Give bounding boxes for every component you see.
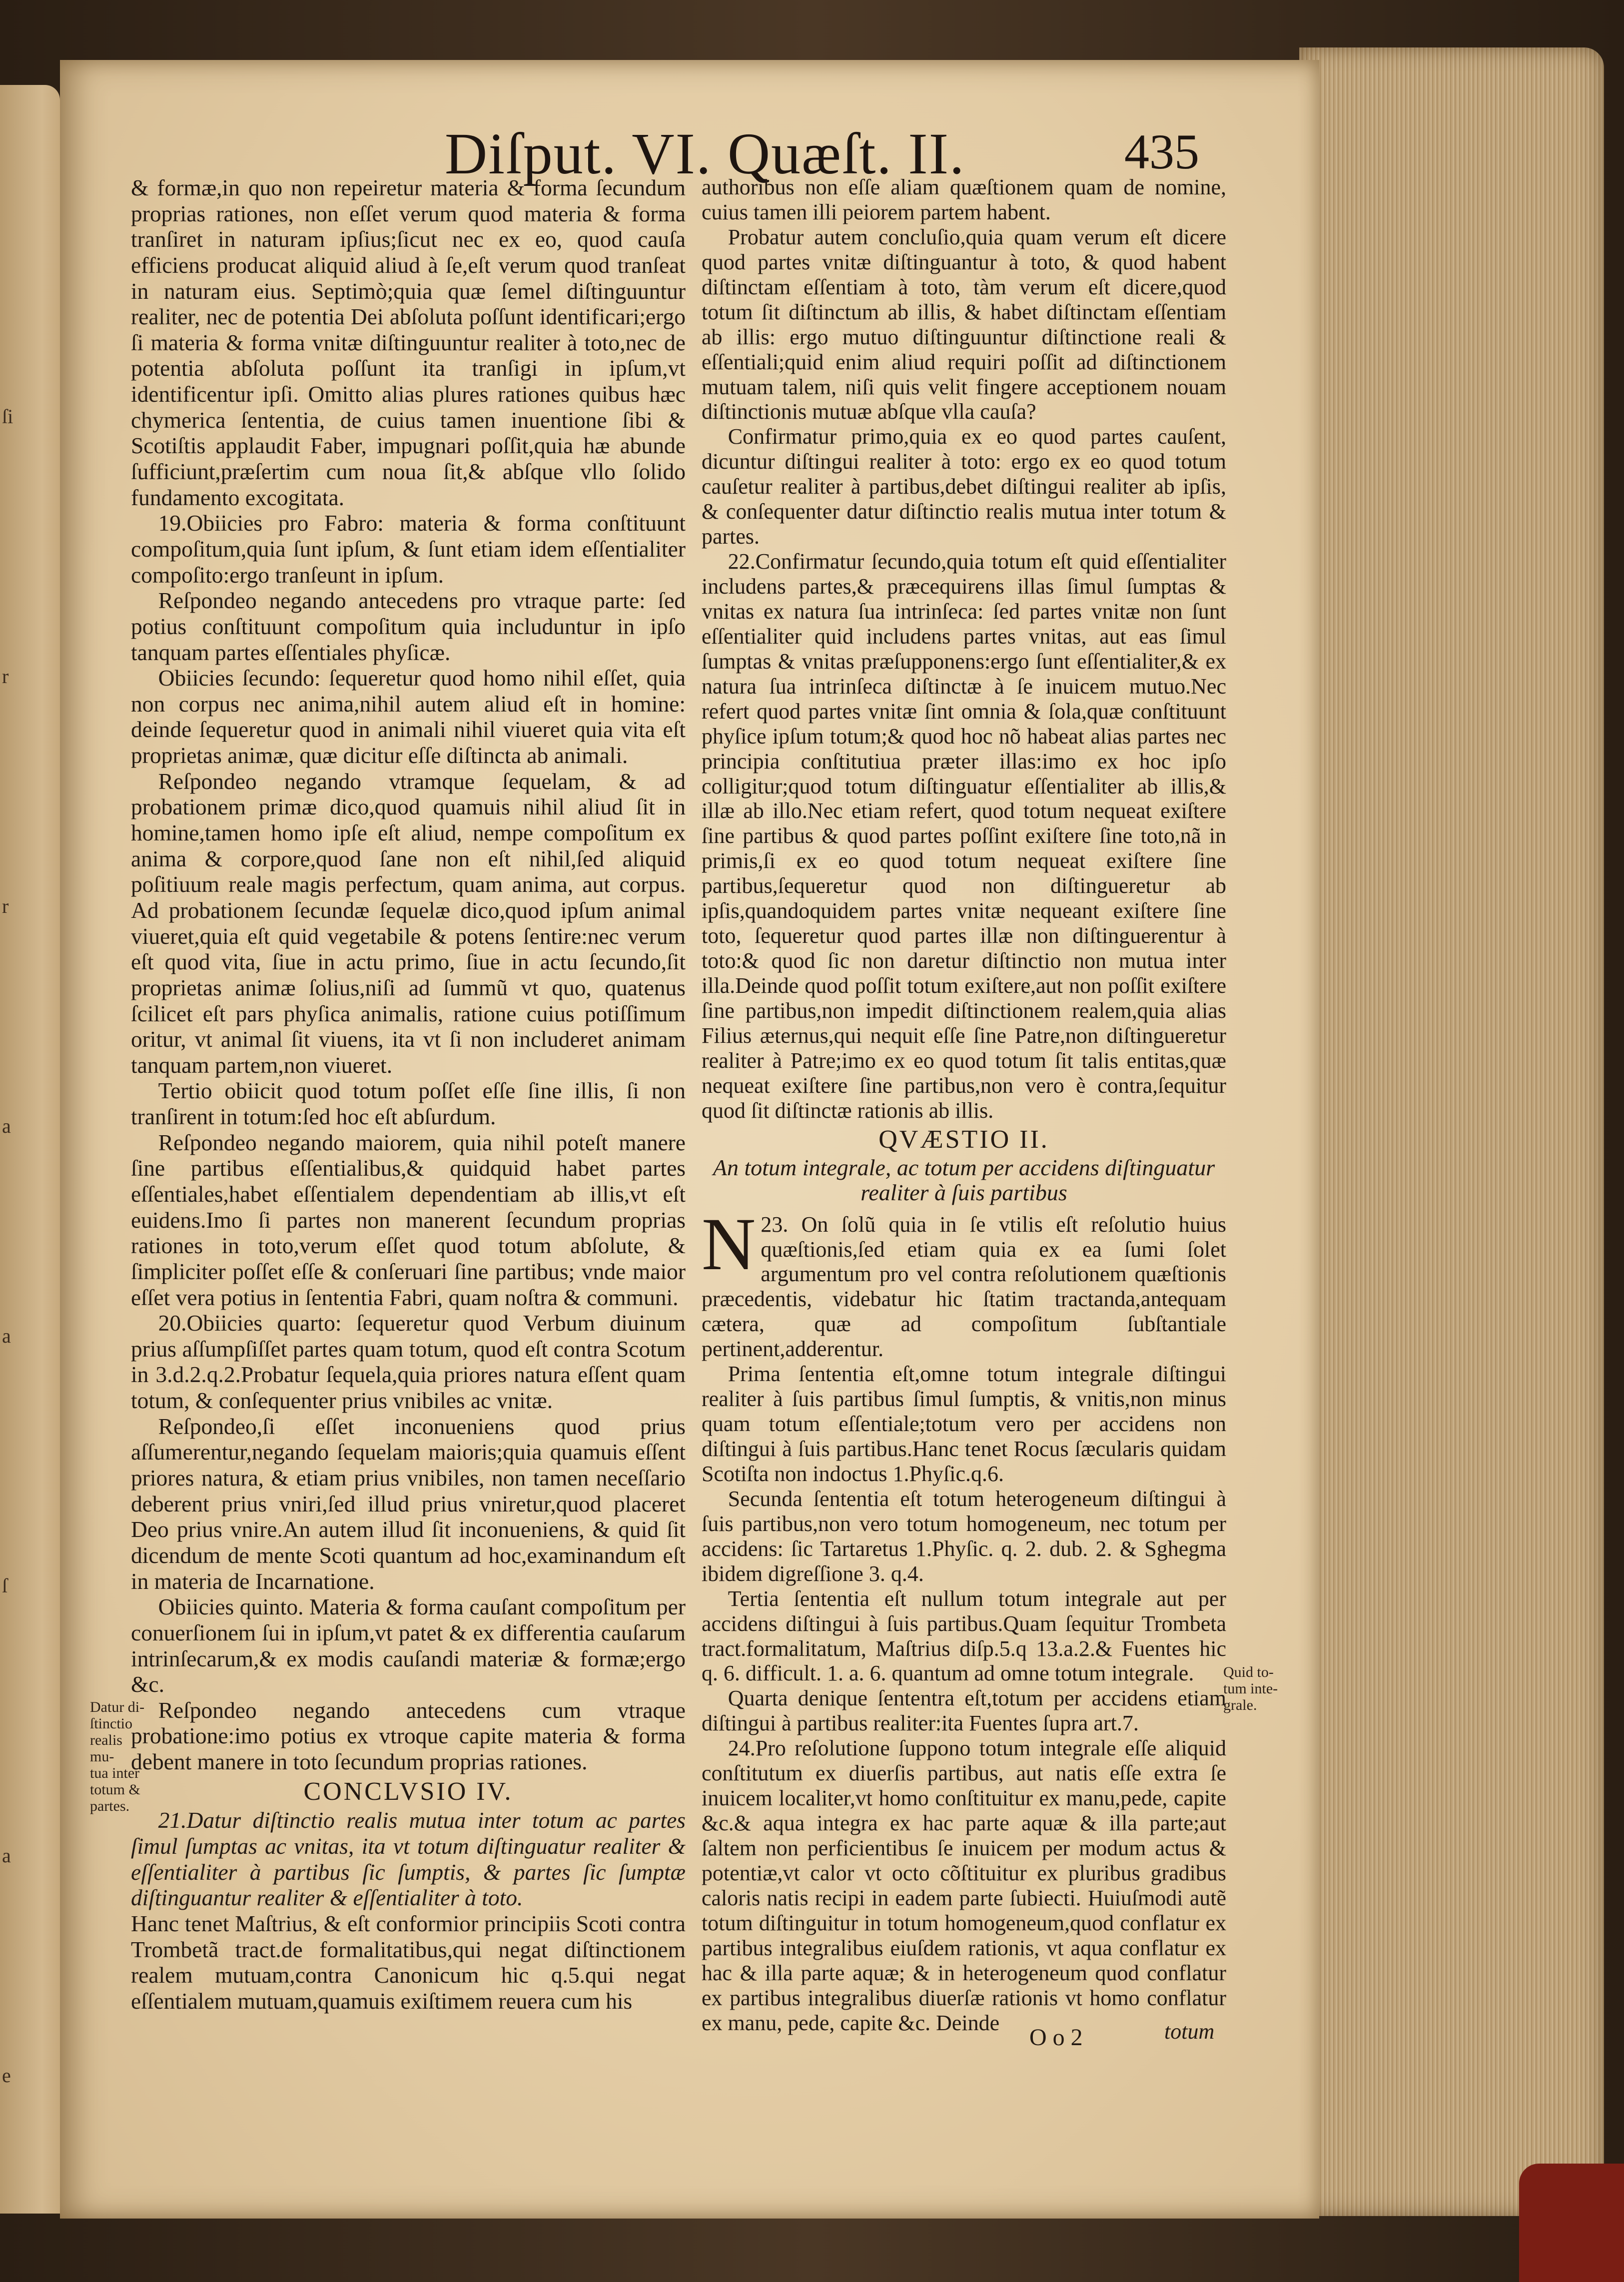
paragraph: 19.Obiicies pro Fabro: materia & forma conſtituunt compoſitum,quia ſunt ipſum, & ſunt etiam idem eſſentialiter compoſito:ergo tranſeunt in ipſum. [131, 510, 686, 588]
paragraph: Hanc tenet Maſtrius, & eſt conformior principiis Scoti contra Trombetã tract.de formalitatibus,qui negat diſtinctionem realem mutuam,contra Canonicum hic q.5.qui negat eſſentialem mutuam,quamuis exiſtimem reuera cum his [131, 1910, 686, 2014]
margin-note-line: partes. [90, 1798, 130, 1814]
paragraph: Reſpondeo negando maiorem, quia nihil poteſt manere ſine partibus eſſentialibus,& quidquid habet partes eſſentiales,habet eſſentialem dependentiam ab illis,vt eſt euidens.Imo ſi partes non manerent ſecundum proprias rationes in toto,verum eſſet quod totum abſolute, & ſimpliciter poſſet eſſe & conſeruari ſine partibus; vnde maior eſſet vera potius in ſententia Fabri, quam noſtra & communi. [131, 1129, 686, 1310]
margin-note-line: realis mu- [90, 1732, 122, 1765]
book-fore-edge [1299, 47, 1604, 2216]
margin-note-line: totum & [90, 1781, 140, 1798]
paragraph: Reſpondeo negando antecedens cum vtraque probatione:imo potius ex vtroque capite materia & forma debent manere in toto ſecundum proprias rationes. [131, 1697, 686, 1775]
signature-mark: O o 2 [1029, 2024, 1083, 2051]
page-number: 435 [1124, 124, 1199, 179]
facing-page-fragment: a [2, 1844, 11, 1867]
conclusio-heading: CONCLVSIO IV. [303, 1777, 513, 1806]
paragraph: Tertia ſententia eſt nullum totum integrale aut per accidens diſtingui à ſuis partibus.Quam ſequitur Trombeta tract.formalitatum, Maſtrius diſp.5.q 13.a.2.& Fuentes hic q. 6. difficult. 1. a. 6. quantum ad omne totum integrale. [702, 1586, 1226, 1686]
catchword: totum [1164, 2019, 1215, 2044]
facing-page-fragment: ſi [2, 405, 13, 428]
paragraph: Reſpondeo negando vtramque ſequelam, & ad probationem primæ dico,quod quamuis nihil aliud ſit in homine,tamen homo ipſe eſt aliud, nempe compoſitum ex anima & corpore,quod ſane non eſt nihil,ſed aliquid poſitiuum reale magis perfectum, quam anima, aut corpus. Ad probationem ſecundæ ſequelæ dico,quod ipſum animal viueret,quia eſt quid vegetabile & potens ſentire:nec verum eſt quod vita, ſiue in actu primo, ſiue in actu ſecundo,ſit proprietas animæ ſolius,niſi ad ſummũ vt quo, quatenus ſcilicet eſt pars phyſica animalis, ratione cuius potiſſimum oritur, vt animal ſit viuens, ita vt ſi non includeret animam tanquam partem,non viueret. [131, 768, 686, 1078]
margin-note-line: tum inte- [1223, 1680, 1278, 1697]
right-column [702, 175, 1226, 2036]
margin-note-right [1223, 1664, 1288, 1713]
paragraph-text: On ſolũ quia in ſe vtilis eſt reſolutio huius quæſtionis,ſed etiam quia ex ea ſumi ſolet argumentum pro vel contra reſolutionem quæſtionis præcedentis, videbatur hic ſtatim tractanda,antequam cætera, quæ ad compoſitum ſubſtantiale pertinent,adderentur. [702, 1212, 1227, 1362]
margin-note-line: ſtinctio [90, 1715, 132, 1732]
facing-page-fragment: a [2, 1325, 11, 1347]
quaestio-heading: QVÆSTIO II. [878, 1125, 1049, 1154]
facing-page-edge [0, 85, 60, 2214]
book-cover-corner [1519, 2164, 1624, 2282]
paragraph: 24.Pro reſolutione ſuppono totum integrale eſſe aliquid conſtitutum ex diuerſis partibus, aut natis eſſe extra ſe inuicem localiter,vt homo conſtituitur ex manu,pede, capite &c.& aqua integra ex hac parte aquæ & illa parte;aut ſaltem non perficientibus ſe inuicem per modum actus & potentiæ,vt calor vt octo cõſtituitur ex pluribus gradibus caloris natis recipi in eadem parte ſubiecti. Huiuſmodi autẽ totum diſtinguitur in totum homogeneum,quod conflatur ex partibus integralibus eiuſdem rationis, vt aqua conflatur ex hac & illa parte aquæ; & in heterogeneum quod conflatur ex partibus integralibus diuerſæ rationis vt homo conflatur ex manu, pede, capite &c. Deinde [702, 1736, 1226, 2035]
margin-note-line: tua inter [90, 1765, 140, 1781]
paragraph: Prima ſententia eſt,omne totum integrale diſtingui realiter à ſuis partibus ſimul ſumptis, & vnitis,non minus quam totum eſſentiale;totum vero per accidens non diſtingui à ſuis partibus.Hanc tenet Rocus ſæcularis quidam Scotiſta non indoctus 1.Phyſic.q.6. [702, 1362, 1226, 1486]
margin-note-line: Datur di- [90, 1699, 145, 1715]
drop-cap: N [702, 1202, 756, 1286]
paragraph-number: 23. [761, 1212, 789, 1237]
paragraph: Obiicies quinto. Materia & forma cauſant compoſitum per conuerſionem ſui in ipſum,vt patet & ex differentia cauſarum intrinſecarum,& ex modis cauſandi materiæ & formæ;ergo &c. [131, 1594, 686, 1697]
paragraph: Secunda ſententia eſt totum heterogeneum diſtingui à ſuis partibus,non vero totum homogeneum, nec totum per accidens: ſic Tartaretus 1.Phyſic. q. 2. dub. 2. & Sghegma ibidem digreſſione 3. q.4. [702, 1486, 1226, 1586]
facing-page-fragment: a [2, 1115, 11, 1137]
paragraph: & formæ,in quo non repeiretur materia & forma ſecundum proprias rationes, non eſſet verum quod materia & forma tranſiret in naturam ipſius;ſicut nec ex eo, quod cauſa efficiens producat aliquid aliud à ſe,eſt verum quod tranſeat in naturam eius. Septimò;quia quæ ſemel diſtinguuntur realiter, nec de potentia Dei abſoluta poſſunt identificari;ergo ſi materia & forma vnitæ diſtinguuntur realiter à toto,nec de potentia abſoluta poſſunt ita tranſigi in ipſum,vt identificentur ipſi. Omitto alias plures rationes quibus hæc chymerica ſententia, de cuius tamen inuentione ſibi & Scotiſtis applaudit Faber, impugnari poſſit,quia hæ abunde ſufficiunt,præſertim cum noua ſit,& abſque vllo ſolido fundamento excogitata. [131, 175, 686, 510]
paragraph: 22.Confirmatur ſecundo,quia totum eſt quid eſſentialiter includens partes,& præcequirens illas ſimul ſumptas & vnitas ex natura ſua intrinſeca: ſed partes vnitæ non ſunt eſſentialiter quid includens partes vnitas, aut eas ſimul ſumptas & vnitas præſupponens:ergo ſunt eſſentialiter,& ex natura ſua intrinſeca diſtinctæ à ſe inuicem mutuo.Nec refert quod partes vnitæ ſint omnia & ſola,quæ conſtituunt phyſice ipſum totum;& quod hoc nõ habeat alias partes nec principia conſtitutiua præter illas:imo ex hoc ipſo colligitur;quod totum diſtinguatur eſſentialiter ab illis,& illæ ab illo.Nec etiam refert, quod totum nequeat exiſtere ſine partibus & quod partes poſſint exiſtere ſine toto,nã in primis,ſi ex eo quod totum nequeat exiſtere ſine partibus,ſequeretur quod non diſtingueretur ab ipſis,quandoquidem partes vnitæ nequeant exiſtere ſine toto, ſequeretur quod partes illæ non diſtinguerentur à toto:& quod ſic non daretur diſtinctio non mutua inter illa.Deinde quod poſſit totum exiſtere,aut non poſſit exiſtere ſine partibus,non impedit diſtinctionem realem,quia alias Filius æternus,qui nequit eſſe ſine Patre,non diſtingueretur realiter à Patre;imo ex eo quod totum ſit talis entitas,quæ nequeat exiſtere ſine partibus,non vero è contra,ſequitur quod ſit diſtinctæ rationis ab illis. [702, 549, 1226, 1123]
left-column [131, 175, 686, 2014]
margin-note-line: grale. [1223, 1697, 1257, 1713]
paragraph: Obiicies ſecundo: ſequeretur quod homo nihil eſſet, quia non corpus nec anima,nihil autem aliud eſt in homine: deinde ſequeretur quod in animali nihil viueret quia vita eſt proprietas animæ, quæ dicitur eſſe diſtincta ab animali. [131, 665, 686, 768]
paragraph: authoribus non eſſe aliam quæſtionem quam de nomine, cuius tamen illi peiorem partem habent. [702, 175, 1226, 224]
facing-page-fragment: e [2, 2064, 11, 2087]
paragraph: Confirmatur primo,quia ex eo quod partes cauſent, dicuntur diſtingui realiter à toto: ergo ex eo quod totum cauſetur realiter à partibus,debet diſtingui realiter ab ipſis, & conſequenter datur diſtinctio realis mutua inter totum & partes. [702, 424, 1226, 549]
facing-page-fragment: ſ [2, 1574, 8, 1597]
quaestio-first-paragraph [702, 1202, 1227, 1362]
running-head: Diſput. VI. Quæſt. II. [445, 121, 965, 186]
paragraph: Reſpondeo,ſi eſſet inconueniens quod prius aſſumerentur,negando ſequelam maioris;quia quamuis eſſent priores natura, & etiam prius vnibiles, non tamen neceſſario deberent prius vniri,ſed illud prius vniretur,quod placeret Deo prius vnire.An autem illud ſit inconueniens, & quid ſit dicendum de mente Scoti quantum ad hoc,examinandum eſt in materia de Incarnatione. [131, 1413, 686, 1594]
paragraph: 20.Obiicies quarto: ſequeretur quod Verbum diuinum prius aſſumpſiſſet partes quam totum, quod eſt contra Scotum in 3.d.2.q.2.Probatur ſequela,quia priores natura eſſent quam totum, & conſequenter prius vnibiles ac vnitæ. [131, 1310, 686, 1414]
paragraph: Probatur autem concluſio,quia quam verum eſt dicere quod partes vnitæ diſtinguantur à toto, & quod habent diſtinctam eſſentiam à toto, tàm verum eſt dicere,quod totum ſit diſtinctum ab illis, & habet diſtinctam eſſentiam ab illis: ergo mutuo diſtinguuntur diſtinctione reali & eſſentiali;quid enim aliud requiri poſſit ad diſtinctionem mutuam talem, niſi quis velit fingere acceptionem nouam diſtinctionis mutuæ abſque vlla cauſa? [702, 224, 1226, 424]
paragraph: Reſpondeo negando antecedens pro vtraque parte: ſed potius conſtituunt compoſitum quia includuntur in ipſo tanquam partes eſſentiales phyſicæ. [131, 588, 686, 665]
facing-page-fragment: r [2, 895, 9, 917]
margin-note-line: Quid to- [1223, 1664, 1274, 1680]
paragraph: Tertio obiicit quod totum poſſet eſſe ſine illis, ſi non tranſirent in totum:ſed hoc eſt abſurdum. [131, 1078, 686, 1130]
facing-page-fragment: r [2, 665, 9, 688]
conclusio-statement: 21.Datur diſtinctio realis mutua inter totum ac partes ſimul ſumptas ac vnitas, ita vt totum diſtinguatur realiter & eſſentialiter à partibus ſic ſumptis, & partes ſic ſumptæ diſtinguantur realiter & eſſentialiter à toto. [131, 1807, 686, 1911]
margin-note-left [90, 1699, 145, 1814]
paragraph: Quarta denique ſententra eſt,totum per accidens etiam diſtingui à partibus realiter:ita Fuentes ſupra art.7. [702, 1686, 1226, 1736]
quaestio-title: An totum integrale, ac totum per accidens diſtinguatur realiter à ſuis partibus [713, 1154, 1215, 1205]
